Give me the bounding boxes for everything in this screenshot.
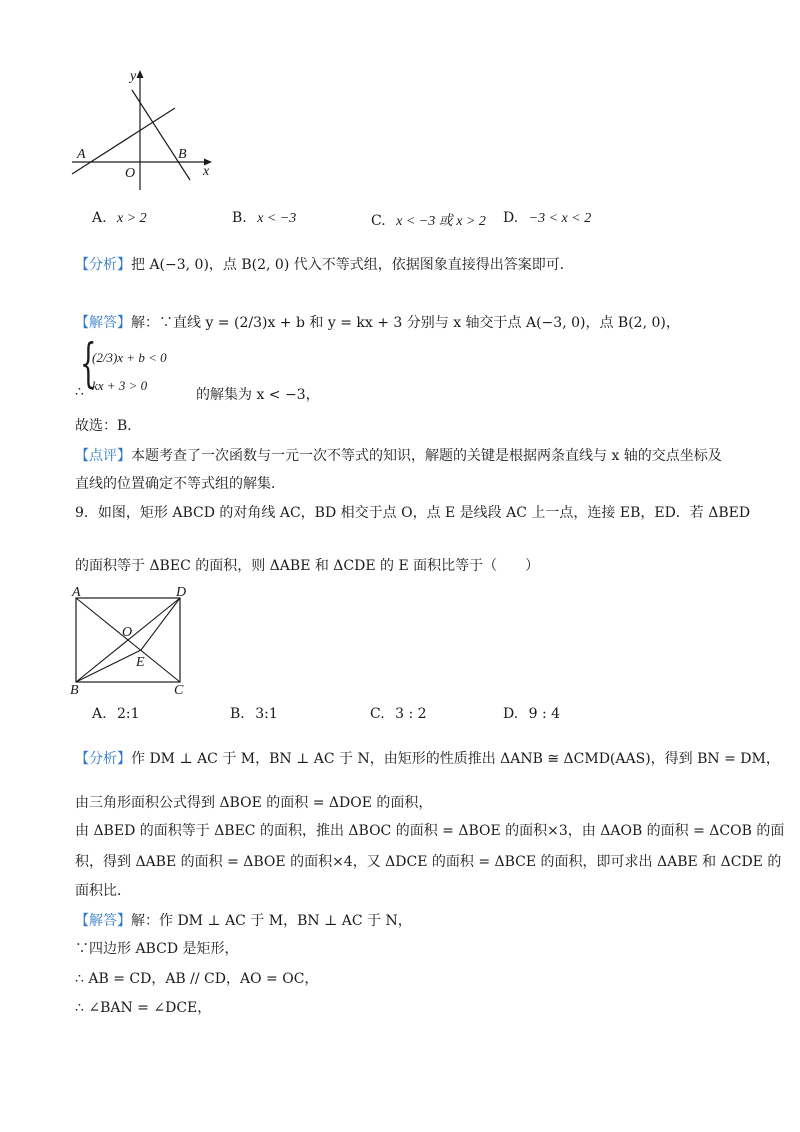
q9-analysis-line5: 面积比． <box>75 883 131 899</box>
option-letter: B. <box>230 706 245 722</box>
center-o-label: O <box>122 625 133 640</box>
option-letter: C. <box>370 706 385 722</box>
solution-text: 解：作 DM ⊥ AC 于 M，BN ⊥ AC 于 N， <box>131 913 412 929</box>
option-text: 3:1 <box>255 706 278 722</box>
q8-solution-line1 <box>75 312 680 332</box>
line-through-b <box>132 90 190 180</box>
q9-analysis-line4: 积，得到 ΔABE 的面积 = ΔBOE 的面积×4，又 ΔDCE 的面积 = ΔBCE 的面积，即可求出 ΔABE 和 ΔCDE 的 <box>75 854 782 870</box>
y-axis-label: y <box>130 69 137 84</box>
option-text: 9 : 4 <box>528 706 561 722</box>
analysis-text: 作 DM ⊥ AC 于 M，BN ⊥ AC 于 N，由矩形的性质推出 ΔANB ≅ ΔCMD(AAS)，得到 BN = DM， <box>131 751 780 767</box>
option-letter: D. <box>503 210 519 226</box>
q9-option-b <box>230 706 278 722</box>
vertex-c-label: C <box>174 683 184 698</box>
q8-option-d <box>503 210 591 227</box>
q9-analysis-line1 <box>75 748 780 768</box>
therefore-symbol: ∴ <box>75 384 84 400</box>
solution-set: 的解集为 x < −3， <box>196 387 320 403</box>
q8-analysis <box>75 254 574 274</box>
q9-solution-line3: ∴ AB = CD，AB // CD，AO = OC， <box>75 971 319 987</box>
y-axis-arrow <box>137 70 144 78</box>
q9-solution-line2: ∵四边形 ABCD 是矩形， <box>75 941 239 957</box>
q9-stem-line1: 9．如图，矩形 ABCD 的对角线 AC，BD 相交于点 O，点 E 是线段 AC 上一点，连接 EB，ED．若 ΔBED <box>75 505 751 521</box>
option-text: 3 : 2 <box>395 706 427 722</box>
point-e-label: E <box>136 655 145 670</box>
q8-choice: 故选：B． <box>75 418 142 434</box>
q8-graph <box>60 62 230 192</box>
q9-solution-line1 <box>75 910 412 930</box>
origin-label: O <box>125 166 136 181</box>
system-line1: (2/3)x + b < 0 <box>92 350 167 365</box>
analysis-tag: 【分析】 <box>75 751 131 767</box>
point-b-label: B <box>178 147 187 162</box>
q8-option-a <box>92 210 147 227</box>
segment-ed <box>141 598 180 650</box>
system-line2: kx + 3 > 0 <box>92 378 148 393</box>
system-brace: { <box>80 334 97 394</box>
option-letter: A. <box>92 210 107 226</box>
q9-stem-line2: 的面积等于 ΔBEC 的面积，则 ΔABE 和 ΔCDE 的 E 面积比等于（ ） <box>75 558 540 574</box>
vertex-b-label: B <box>70 683 79 698</box>
q8-comment-line1 <box>75 445 722 465</box>
comment-text: 本题考查了一次函数与一元一次不等式的知识，解题的关键是根据两条直线与 x 轴的交点坐标及 <box>131 448 722 464</box>
vertex-a-label: A <box>72 586 81 600</box>
q8-option-c <box>371 210 486 230</box>
option-text: x > 2 <box>117 211 147 226</box>
solution-text: 解：∵直线 y = (2/3)x + b 和 y = kx + 3 分别与 x 轴交于点 A(−3, 0)，点 B(2, 0)， <box>131 315 680 331</box>
q9-analysis-line3: 由 ΔBED 的面积等于 ΔBEC 的面积，推出 ΔBOC 的面积 = ΔBOE 的面积×3，由 ΔAOB 的面积 = ΔCOB 的面 <box>75 823 785 839</box>
analysis-text: 把 A(−3, 0)，点 B(2, 0) 代入不等式组，依据图象直接得出答案即可． <box>131 257 574 273</box>
option-text: −3 < x < 2 <box>528 211 592 226</box>
point-a-label: A <box>77 147 86 162</box>
q9-figure <box>66 586 196 698</box>
option-text: x < −3 或 x > 2 <box>396 214 486 229</box>
q9-solution-line4: ∴ ∠BAN = ∠DCE， <box>75 1000 212 1016</box>
option-letter: A. <box>92 706 107 722</box>
line-through-a <box>72 108 175 174</box>
solution-tag: 【解答】 <box>75 913 131 929</box>
q9-option-a <box>92 706 140 722</box>
analysis-tag: 【分析】 <box>75 257 131 273</box>
q8-option-b <box>232 210 296 227</box>
segment-eb <box>76 650 141 682</box>
comment-tag: 【点评】 <box>75 448 131 464</box>
vertex-d-label: D <box>176 586 187 600</box>
option-text: 2:1 <box>117 706 140 722</box>
q8-comment-line2: 直线的位置确定不等式组的解集． <box>75 476 285 492</box>
inequality-system <box>80 334 200 406</box>
q9-analysis-line2: 由三角形面积公式得到 ΔBOE 的面积 = ΔDOE 的面积， <box>75 795 433 811</box>
option-letter: D. <box>503 706 519 722</box>
x-axis-label: x <box>203 164 210 179</box>
solution-tag: 【解答】 <box>75 315 131 331</box>
option-text: x < −3 <box>257 211 297 226</box>
q9-option-c <box>370 706 427 722</box>
option-letter: C. <box>371 213 386 229</box>
option-letter: B. <box>232 210 247 226</box>
q9-option-d <box>503 706 560 722</box>
